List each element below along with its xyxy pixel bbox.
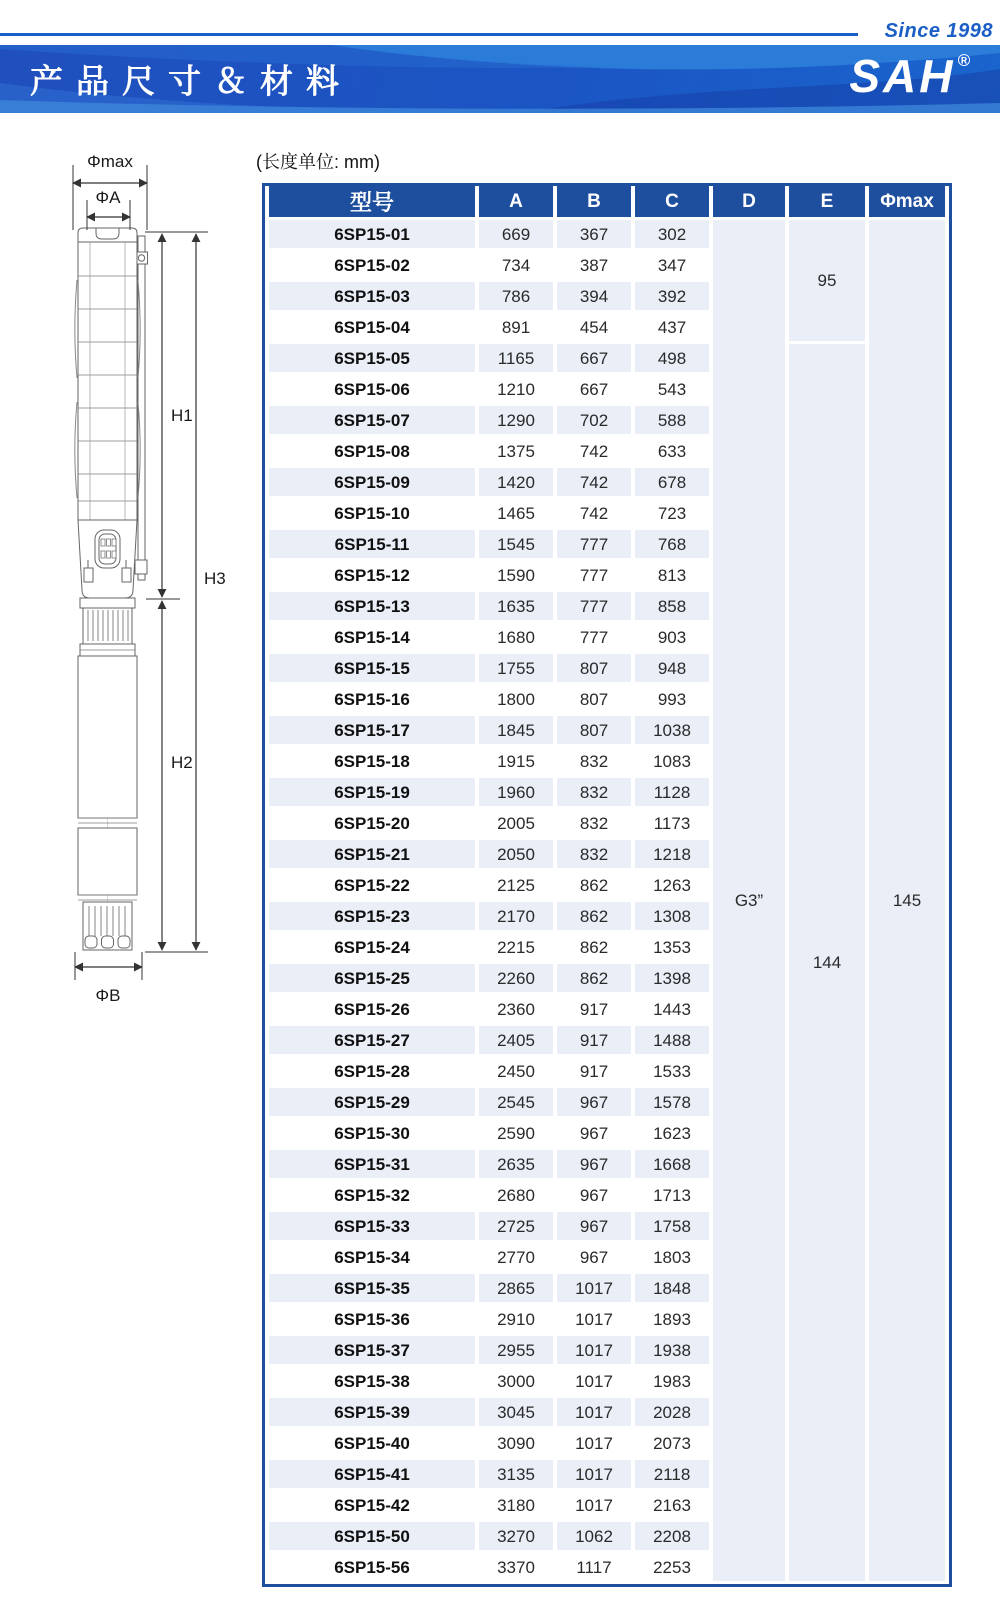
model-cell: 6SP15-32 <box>334 1185 410 1205</box>
page-title: 产品尺寸＆材料 <box>30 62 352 100</box>
dim-cell: 2545 <box>479 1088 553 1116</box>
dim-cell: 1578 <box>635 1088 709 1116</box>
dim-cell: 967 <box>557 1212 631 1240</box>
dim-cell: 832 <box>557 778 631 806</box>
dim-cell: 813 <box>657 565 687 585</box>
dim-cell: 543 <box>657 379 687 399</box>
dim-cell: 1635 <box>479 592 553 620</box>
dimension-table-body <box>269 220 945 1581</box>
dim-cell: 862 <box>579 937 609 957</box>
dim-cell: 1173 <box>653 813 691 833</box>
dim-cell: 437 <box>657 317 687 337</box>
dim-cell: 1353 <box>653 937 691 957</box>
dim-cell: 967 <box>579 1123 609 1143</box>
model-cell: 6SP15-27 <box>269 1026 475 1054</box>
dim-cell: 832 <box>579 813 609 833</box>
dim-cell: 1845 <box>479 716 553 744</box>
model-cell: 6SP15-37 <box>269 1336 475 1364</box>
model-cell: 6SP15-34 <box>334 1247 410 1267</box>
dim-cell: 1218 <box>635 840 709 868</box>
dim-cell: 3135 <box>479 1460 553 1488</box>
dim-cell: 777 <box>557 530 631 558</box>
dim-cell: 1290 <box>479 406 553 434</box>
dim-cell: 993 <box>657 689 687 709</box>
dim-cell: 1938 <box>635 1336 709 1364</box>
dim-cell: 588 <box>635 406 709 434</box>
dim-cell: 862 <box>557 902 631 930</box>
dim-cell: 347 <box>657 255 687 275</box>
d-merged-cell: G3” <box>713 220 785 1581</box>
dim-cell: 832 <box>579 751 609 771</box>
dim-cell: 967 <box>579 1185 609 1205</box>
dim-cell: 1915 <box>497 751 535 771</box>
dim-cell: 858 <box>635 592 709 620</box>
dim-cell: 807 <box>557 654 631 682</box>
dim-cell: 2635 <box>479 1150 553 1178</box>
banner <box>0 45 1000 113</box>
dim-cell: 2910 <box>497 1309 535 1329</box>
dim-cell: 2725 <box>479 1212 553 1240</box>
column-header-a: A <box>479 186 553 217</box>
dim-cell: 1017 <box>575 1495 613 1515</box>
dim-cell: 862 <box>579 875 609 895</box>
dim-label-h3: H3 <box>204 569 226 588</box>
brand-text: SAH <box>849 50 956 102</box>
column-header-e: E <box>789 186 865 217</box>
dim-cell: 1017 <box>575 1433 613 1453</box>
column-header-b: B <box>557 186 631 217</box>
top-rule-line <box>0 33 858 36</box>
dim-cell: 1398 <box>635 964 709 992</box>
model-cell: 6SP15-12 <box>334 565 410 585</box>
dim-cell: 498 <box>635 344 709 372</box>
unit-note: (长度单位: mm) <box>256 152 380 172</box>
model-cell: 6SP15-36 <box>334 1309 410 1329</box>
dim-cell: 1165 <box>479 344 553 372</box>
dim-cell: 1983 <box>653 1371 691 1391</box>
dim-cell: 1017 <box>557 1336 631 1364</box>
dim-cell: 1800 <box>497 689 535 709</box>
dim-cell: 3370 <box>497 1557 535 1577</box>
model-cell: 6SP15-03 <box>269 282 475 310</box>
model-cell: 6SP15-26 <box>334 999 410 1019</box>
model-cell: 6SP15-28 <box>334 1061 410 1081</box>
dim-cell: 967 <box>579 1247 609 1267</box>
model-cell: 6SP15-10 <box>334 503 410 523</box>
dim-cell: 667 <box>557 344 631 372</box>
table-row <box>269 220 945 248</box>
dim-cell: 917 <box>579 999 609 1019</box>
dim-cell: 807 <box>579 689 609 709</box>
dim-cell: 742 <box>557 468 631 496</box>
dim-cell: 1848 <box>635 1274 709 1302</box>
model-cell: 6SP15-38 <box>334 1371 410 1391</box>
dim-cell: 3090 <box>497 1433 535 1453</box>
dim-cell: 669 <box>479 220 553 248</box>
dim-cell: 2770 <box>497 1247 535 1267</box>
column-header-phimax: Φmax <box>869 186 945 217</box>
model-cell: 6SP15-42 <box>334 1495 410 1515</box>
dim-cell: 2955 <box>479 1336 553 1364</box>
header-row <box>269 186 945 217</box>
model-cell: 6SP15-07 <box>269 406 475 434</box>
model-cell: 6SP15-41 <box>269 1460 475 1488</box>
dim-cell: 1545 <box>479 530 553 558</box>
model-cell: 6SP15-14 <box>334 627 410 647</box>
dim-cell: 2215 <box>497 937 535 957</box>
model-cell: 6SP15-09 <box>269 468 475 496</box>
dim-cell: 742 <box>579 503 609 523</box>
model-cell: 6SP15-40 <box>334 1433 410 1453</box>
model-cell: 6SP15-15 <box>269 654 475 682</box>
model-cell: 6SP15-30 <box>334 1123 410 1143</box>
dim-cell: 2073 <box>653 1433 691 1453</box>
dim-label-h1: H1 <box>171 406 193 425</box>
table-row <box>269 344 945 372</box>
dim-cell: 1308 <box>635 902 709 930</box>
table-head <box>269 186 945 217</box>
dim-cell: 387 <box>579 255 609 275</box>
dim-cell: 1017 <box>557 1460 631 1488</box>
model-cell: 6SP15-35 <box>269 1274 475 1302</box>
dim-cell: 1443 <box>653 999 691 1019</box>
since-label: Since 1998 <box>884 20 993 42</box>
dim-cell: 1117 <box>576 1557 612 1577</box>
dim-cell: 862 <box>557 964 631 992</box>
dim-cell: 3180 <box>497 1495 535 1515</box>
dim-cell: 2360 <box>497 999 535 1019</box>
dim-cell: 2865 <box>479 1274 553 1302</box>
dim-cell: 1128 <box>635 778 709 806</box>
dim-cell: 454 <box>579 317 609 337</box>
dim-cell: 392 <box>635 282 709 310</box>
e-top-merged-cell: 95 <box>789 220 865 341</box>
dim-cell: 2163 <box>653 1495 691 1515</box>
dim-cell: 2005 <box>497 813 535 833</box>
model-cell: 6SP15-19 <box>269 778 475 806</box>
dim-cell: 917 <box>579 1061 609 1081</box>
dimension-table-grid <box>265 183 949 1584</box>
dim-cell: 1375 <box>497 441 535 461</box>
dim-cell: 2405 <box>479 1026 553 1054</box>
dim-label-phi-b: ΦB <box>95 986 121 1005</box>
model-cell: 6SP15-20 <box>334 813 410 833</box>
dim-cell: 633 <box>657 441 687 461</box>
dim-cell: 2450 <box>497 1061 535 1081</box>
dim-cell: 1038 <box>635 716 709 744</box>
dim-cell: 1083 <box>653 751 691 771</box>
dim-cell: 394 <box>557 282 631 310</box>
dim-cell: 891 <box>501 317 531 337</box>
dim-cell: 832 <box>557 840 631 868</box>
dim-cell: 1017 <box>557 1274 631 1302</box>
dim-cell: 1420 <box>479 468 553 496</box>
dim-cell: 1755 <box>479 654 553 682</box>
dim-cell: 1623 <box>653 1123 691 1143</box>
dim-cell: 723 <box>657 503 687 523</box>
dim-cell: 777 <box>557 592 631 620</box>
dim-cell: 2253 <box>653 1557 691 1577</box>
dim-cell: 903 <box>657 627 687 647</box>
model-cell: 6SP15-05 <box>269 344 475 372</box>
dim-cell: 1263 <box>653 875 691 895</box>
model-cell: 6SP15-11 <box>269 530 475 558</box>
dim-label-phi-max: Φmax <box>87 152 133 171</box>
model-cell: 6SP15-25 <box>269 964 475 992</box>
model-cell: 6SP15-39 <box>269 1398 475 1426</box>
dim-cell: 2125 <box>497 875 535 895</box>
dim-cell: 678 <box>635 468 709 496</box>
dim-cell: 1017 <box>557 1398 631 1426</box>
phimax-merged-cell: 145 <box>869 220 945 1581</box>
pump-body-drawing <box>75 228 148 950</box>
dim-cell: 2260 <box>479 964 553 992</box>
model-cell: 6SP15-29 <box>269 1088 475 1116</box>
model-cell: 6SP15-02 <box>334 255 410 275</box>
dim-cell: 777 <box>579 627 609 647</box>
pump-diagram <box>30 140 255 1010</box>
dim-cell: 1062 <box>557 1522 631 1550</box>
column-header-c: C <box>635 186 709 217</box>
dim-cell: 768 <box>635 530 709 558</box>
dim-label-h2: H2 <box>171 753 193 772</box>
registered-mark-icon: ® <box>957 51 970 70</box>
dim-cell: 1758 <box>635 1212 709 1240</box>
dim-cell: 917 <box>557 1026 631 1054</box>
dim-cell: 1590 <box>497 565 535 585</box>
dim-cell: 1668 <box>635 1150 709 1178</box>
dim-cell: 1680 <box>497 627 535 647</box>
dim-cell: 1960 <box>479 778 553 806</box>
dim-cell: 2050 <box>479 840 553 868</box>
dim-cell: 777 <box>579 565 609 585</box>
model-cell: 6SP15-18 <box>334 751 410 771</box>
model-cell: 6SP15-24 <box>334 937 410 957</box>
dim-cell: 1017 <box>575 1309 613 1329</box>
model-cell: 6SP15-17 <box>269 716 475 744</box>
dim-cell: 2170 <box>479 902 553 930</box>
model-cell: 6SP15-56 <box>334 1557 410 1577</box>
dim-label-phi-a: ΦA <box>95 188 121 207</box>
model-cell: 6SP15-16 <box>334 689 410 709</box>
model-cell: 6SP15-06 <box>334 379 410 399</box>
dim-cell: 1465 <box>497 503 535 523</box>
column-header-d: D <box>713 186 785 217</box>
dim-cell: 367 <box>557 220 631 248</box>
dim-cell: 2118 <box>635 1460 709 1488</box>
dim-cell: 1210 <box>497 379 535 399</box>
dim-cell: 667 <box>579 379 609 399</box>
dim-cell: 742 <box>579 441 609 461</box>
model-cell: 6SP15-04 <box>334 317 410 337</box>
dim-cell: 2028 <box>635 1398 709 1426</box>
dim-cell: 967 <box>557 1150 631 1178</box>
e-bottom-merged-cell: 144 <box>789 344 865 1581</box>
model-cell: 6SP15-23 <box>269 902 475 930</box>
dim-cell: 1713 <box>653 1185 691 1205</box>
model-cell: 6SP15-08 <box>334 441 410 461</box>
dim-cell: 786 <box>479 282 553 310</box>
column-header-model: 型号 <box>269 186 475 217</box>
dim-cell: 2590 <box>497 1123 535 1143</box>
dim-cell: 3045 <box>479 1398 553 1426</box>
dim-cell: 1893 <box>653 1309 691 1329</box>
dim-cell: 1488 <box>635 1026 709 1054</box>
model-cell: 6SP15-31 <box>269 1150 475 1178</box>
model-cell: 6SP15-13 <box>269 592 475 620</box>
dim-cell: 302 <box>635 220 709 248</box>
model-cell: 6SP15-22 <box>334 875 410 895</box>
dim-cell: 1803 <box>653 1247 691 1267</box>
dimension-table <box>262 183 952 1587</box>
dim-cell: 948 <box>635 654 709 682</box>
dim-cell: 1017 <box>575 1371 613 1391</box>
model-cell: 6SP15-33 <box>269 1212 475 1240</box>
dim-cell: 3000 <box>497 1371 535 1391</box>
dim-cell: 2680 <box>497 1185 535 1205</box>
dim-cell: 734 <box>501 255 531 275</box>
brand-logo <box>849 49 970 103</box>
dim-cell: 807 <box>557 716 631 744</box>
dim-cell: 702 <box>557 406 631 434</box>
dim-cell: 1533 <box>653 1061 691 1081</box>
dim-cell: 3270 <box>479 1522 553 1550</box>
dim-cell: 2208 <box>635 1522 709 1550</box>
model-cell: 6SP15-50 <box>269 1522 475 1550</box>
model-cell: 6SP15-01 <box>269 220 475 248</box>
model-cell: 6SP15-21 <box>269 840 475 868</box>
dim-cell: 967 <box>557 1088 631 1116</box>
